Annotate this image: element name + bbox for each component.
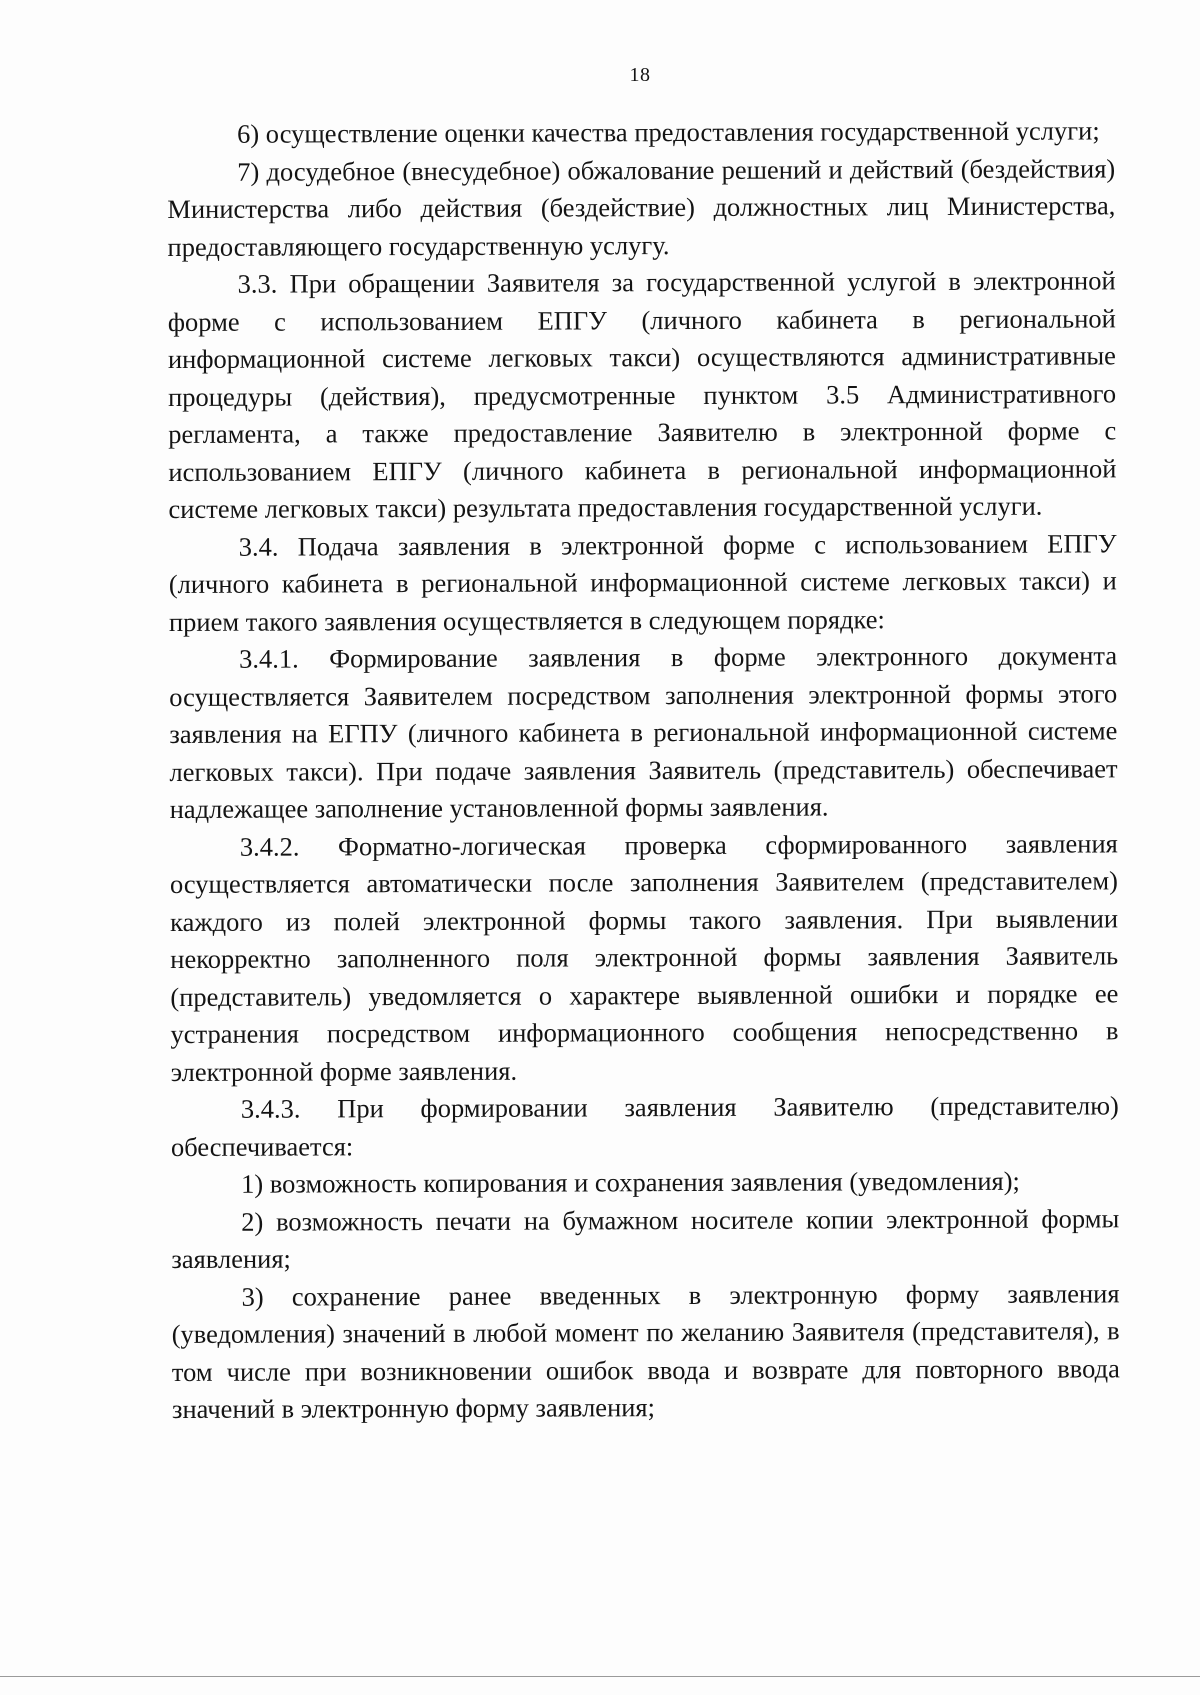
paragraph-item-6: 6) осуществление оценки качества предоставления государственной услуги; — [237, 115, 1100, 149]
paragraph-3-3: 3.3. При обращении Заявителя за государственной услугой в электронной форме с использованием ЕПГУ (личного кабинета в региональной информационной системе легковых такси) осуществляются административные процедуры (действия), предусмотренные пунктом 3.5 Административного регламента, а также предоставление Заявителю в электронной форме с использованием ЕПГУ (личного кабинета в региональной информационной системе легковых такси) результата предоставления государственной услуги. — [167, 265, 1117, 524]
paragraph-3-4-1: 3.4.1. Формирование заявления в форме электронного документа осуществляется Заявителем посредством заполнения электронной формы этого заявления на ЕГПУ (личного кабинета в региональной информационной системе легковых такси). При подаче заявления Заявитель (представитель) обеспечивает надлежащее заполнение установленной формы заявления. — [169, 640, 1118, 824]
paragraph-3-4-3: 3.4.3. При формировании заявления Заявителю (представителю) обеспечивается: — [170, 1090, 1119, 1162]
paragraph-3-4: 3.4. Подача заявления в электронной форме с использованием ЕПГУ (личного кабинета в региональной информационной системе легковых такси) и прием такого заявления осуществляется в следующем порядке: — [168, 527, 1117, 637]
list-item-1: 1) возможность копирования и сохранения заявления (уведомления); — [241, 1165, 1020, 1199]
document-body — [167, 112, 1120, 1428]
list-item-3: 3) сохранение ранее введенных в электронную форму заявления (уведомления) значений в любой момент по желанию Заявителя (представителя), в том числе при возникновении ошибок ввода и возврате для повторного ввода значений в электронную форму заявления; — [171, 1277, 1120, 1424]
scan-edge-line — [0, 1676, 1200, 1677]
list-item-2: 2) возможность печати на бумажном носителе копии электронной формы заявления; — [171, 1202, 1120, 1274]
paragraph-item-7: 7) досудебное (внесудебное) обжалование решений и действий (бездействия) Министерства либо действия (бездействие) должностных лиц Министерства, предоставляющего государственную услугу. — [167, 152, 1116, 262]
paragraph-3-4-2: 3.4.2. Форматно-логическая проверка сформированного заявления осуществляется автоматически после заполнения Заявителем (представителем) каждого из полей электронной формы такого заявления. При выявлении некорректно заполненного поля электронной формы заявления Заявитель (представитель) уведомляется о характере выявленной ошибки и порядке ее устранения посредством информационного сообщения непосредственно в электронной форме заявления. — [169, 827, 1119, 1087]
page-number: 18 — [629, 64, 651, 86]
